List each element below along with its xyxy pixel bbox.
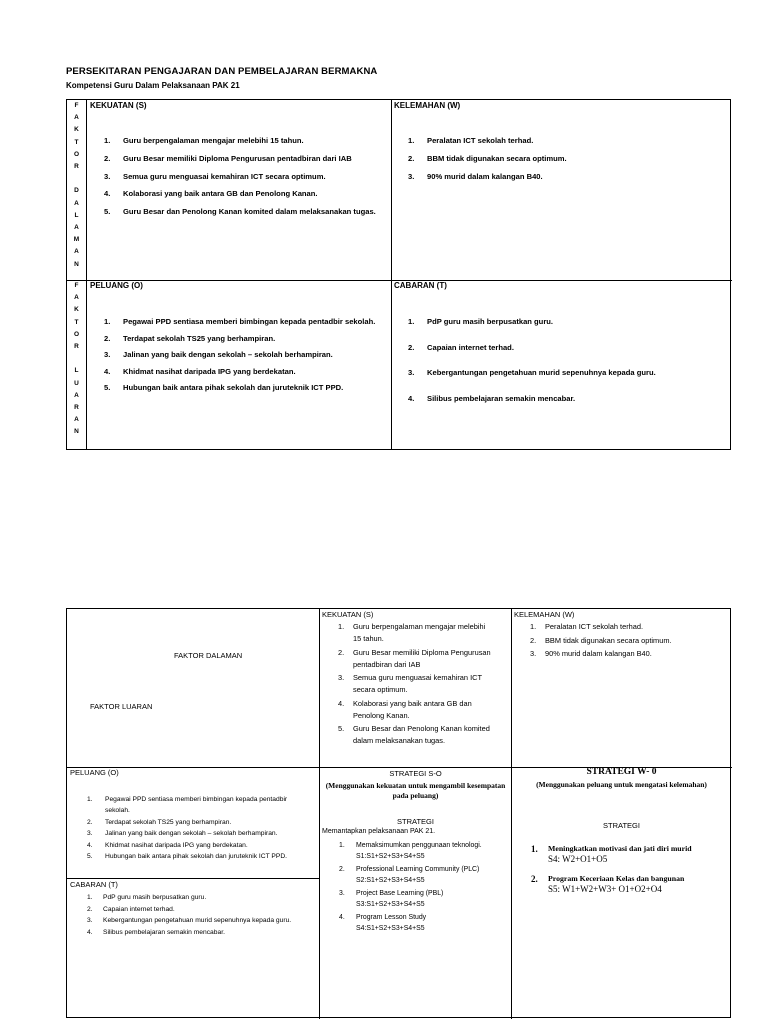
vertical-letter: R — [74, 343, 79, 350]
faktor-luaran-label: FAKTOR LUARAN — [90, 702, 153, 711]
strategy-code: S2:S1+S2+S3+S4+S5 — [356, 877, 425, 884]
list-item: BBM tidak digunakan secara optimum. — [427, 153, 567, 163]
list-number: 1. — [531, 844, 538, 854]
vertical-letter: N — [74, 260, 79, 268]
strategy-text: Professional Learning Community (PLC) — [356, 866, 480, 873]
strategy-text: Program Lesson Study — [356, 914, 427, 921]
strategy-text: Project Base Learning (PBL) — [356, 890, 444, 897]
strengths-list — [319, 621, 493, 749]
threats-list — [67, 892, 303, 938]
strategy-text: Program Keceriaan Kelas dan bangunan — [548, 874, 685, 883]
strategy-so-list — [319, 840, 516, 936]
threats-header: CABARAN (T) — [70, 880, 118, 889]
strategy-wo-cell — [511, 767, 732, 1019]
list-item: Kebergantungan pengetahuan murid sepenuhnya kepada guru. — [427, 368, 656, 377]
list-item: Silibus pembelajaran semakin mencabar. — [427, 393, 576, 403]
list-item: Kebergantungan pengetahuan murid sepenuhnya kepada guru. — [103, 917, 292, 924]
vertical-letter: F — [74, 282, 79, 289]
opportunities-list — [67, 794, 305, 863]
strengths-cell — [87, 100, 392, 281]
list-item: Kolaborasi yang baik antara GB dan Penolong Kanan. — [123, 189, 318, 199]
vertical-letter: N — [74, 428, 79, 436]
vertical-letter: O — [73, 150, 80, 158]
opportunities-cell — [87, 280, 392, 450]
strategy-code: S4:S1+S2+S3+S4+S5 — [356, 925, 425, 932]
weaknesses-cell — [391, 100, 732, 281]
vertical-letter: A — [74, 416, 79, 424]
list-item: Hubungan baik antara pihak sekolah dan juruteknik ICT PPD. — [123, 383, 344, 393]
vertical-letter: A — [74, 114, 79, 122]
vertical-letter: M — [73, 236, 80, 244]
list-item: Peralatan ICT sekolah terhad. — [545, 622, 644, 631]
threats-header: CABARAN (T) — [394, 281, 447, 290]
strategy-wo-list — [531, 844, 726, 904]
document-subtitle: Kompetensi Guru Dalam Pelaksanaan PAK 21 — [66, 81, 240, 90]
tows-matrix-table — [66, 608, 731, 1018]
strengths-cell — [319, 609, 512, 768]
list-item: Jalinan yang baik dengan sekolah – sekolah berhampiran. — [105, 830, 278, 837]
vertical-letter: D — [74, 187, 79, 195]
factor-labels-cell — [67, 609, 320, 768]
vertical-letter: K — [74, 306, 79, 314]
list-item: Khidmat nasihat daripada IPG yang berdekatan. — [123, 366, 296, 376]
list-item: Guru Besar dan Penolong Kanan komited dalam melaksanakan tugas. — [353, 724, 490, 745]
vertical-letter: F — [74, 102, 79, 109]
list-item: Guru berpengalaman mengajar melebihi 15 tahun. — [353, 622, 486, 643]
faktor-dalaman-vertical-label — [67, 100, 87, 281]
list-item — [356, 888, 516, 910]
vertical-letter: R — [74, 404, 79, 411]
list-item: Guru berpengalaman mengajar melebihi 15 tahun. — [123, 136, 304, 145]
strategy-code: S5: W1+W2+W3+ O1+O2+O4 — [548, 884, 662, 894]
strategy-so-title: STRATEGI S-O — [389, 769, 442, 778]
strengths-list — [87, 136, 376, 225]
list-item — [356, 864, 516, 886]
list-item: Semua guru menguasai kemahiran ICT secara optimum. — [123, 171, 326, 181]
list-item: 90% murid dalam kalangan B40. — [545, 649, 652, 658]
list-item: 90% murid dalam kalangan B40. — [427, 171, 543, 181]
weaknesses-list — [511, 621, 720, 662]
weaknesses-cell — [511, 609, 732, 768]
strengths-header: KEKUATAN (S) — [90, 101, 147, 110]
list-item: PdP guru masih berpusatkan guru. — [427, 317, 554, 326]
list-item — [356, 840, 516, 862]
opportunities-header: PELUANG (O) — [90, 281, 143, 290]
external-factors-cell — [67, 767, 320, 1019]
list-item — [531, 844, 726, 864]
list-item: Hubungan baik antara pihak sekolah dan juruteknik ICT PPD. — [105, 853, 288, 860]
list-item: Guru Besar memiliki Diploma Pengurusan pentadbiran dari IAB — [353, 647, 491, 669]
weaknesses-header: KELEMAHAN (W) — [394, 101, 461, 110]
list-item: Guru Besar dan Penolong Kanan komited dalam melaksanakan tugas. — [123, 207, 376, 217]
strategy-text: Memaksimumkan penggunaan teknologi. — [356, 842, 482, 849]
vertical-letter: A — [74, 294, 79, 302]
list-item: Silibus pembelajaran semakin mencabar. — [103, 928, 225, 936]
opportunities-list — [87, 317, 375, 400]
list-item: Terdapat sekolah TS25 yang berhampiran. — [123, 333, 276, 343]
faktor-dalaman-label: FAKTOR DALAMAN — [174, 651, 243, 660]
strategy-wo-label: STRATEGI — [603, 821, 640, 830]
vertical-letter: O — [73, 330, 80, 338]
vertical-letter: U — [74, 379, 79, 387]
list-item: Jalinan yang baik dengan sekolah – sekolah berhampiran. — [123, 350, 333, 360]
weaknesses-list — [391, 136, 567, 189]
strategy-code: S4: W2+O1+O5 — [548, 854, 608, 864]
vertical-letter: A — [74, 224, 79, 231]
list-item — [356, 912, 516, 934]
weaknesses-header: KELEMAHAN (W) — [514, 610, 575, 619]
strengths-header: KEKUATAN (S) — [322, 610, 374, 619]
strategy-code: S3:S1+S2+S3+S4+S5 — [356, 901, 425, 908]
vertical-letter: K — [74, 126, 79, 134]
vertical-letter: R — [74, 163, 79, 170]
list-item — [531, 874, 726, 894]
document-title: PERSEKITARAN PENGAJARAN DAN PEMBELAJARAN BERMAKNA — [66, 66, 378, 77]
list-item: PdP guru masih berpusatkan guru. — [103, 894, 207, 901]
strategy-wo-subtitle: (Menggunakan peluang untuk mengatasi kelemahan) — [536, 780, 707, 789]
list-item: Pegawai PPD sentiasa memberi bimbingan kepada pentadbir sekolah. — [105, 796, 288, 814]
strategy-text: Meningkatkan motivasi dan jati diri murid — [548, 844, 692, 853]
list-item: Kolaborasi yang baik antara GB dan Penolong Kanan. — [353, 698, 472, 720]
strategy-code: S1:S1+S2+S3+S4+S5 — [356, 853, 425, 860]
vertical-letter: A — [74, 391, 79, 399]
list-item: Pegawai PPD sentiasa memberi bimbingan kepada pentadbir sekolah. — [123, 317, 376, 326]
vertical-letter: A — [74, 248, 79, 256]
list-item: Guru Besar memiliki Diploma Pengurusan pentadbiran dari IAB — [123, 153, 352, 163]
strategy-so-note: Memantapkan pelaksanaan PAK 21. — [322, 828, 436, 835]
strategy-so-cell — [319, 767, 512, 1019]
list-number: 2. — [531, 874, 538, 884]
threats-list — [391, 317, 656, 419]
threats-block — [67, 878, 320, 1020]
vertical-letter: A — [74, 199, 79, 207]
list-item: BBM tidak digunakan secara optimum. — [545, 635, 672, 645]
vertical-letter: L — [74, 211, 79, 219]
faktor-luaran-vertical-label — [67, 280, 87, 450]
swot-table — [66, 99, 731, 450]
vertical-letter: T — [74, 318, 79, 326]
strategy-wo-title: STRATEGI W- 0 — [586, 767, 657, 777]
list-item: Capaian internet terhad. — [103, 905, 175, 913]
opportunities-header: PELUANG (O) — [70, 768, 119, 777]
list-item: Khidmat nasihat daripada IPG yang berdekatan. — [105, 841, 248, 849]
list-item: Capaian internet terhad. — [427, 342, 514, 352]
strategy-so-label: STRATEGI — [397, 817, 434, 826]
threats-cell — [391, 280, 732, 450]
list-item: Peralatan ICT sekolah terhad. — [427, 136, 534, 145]
list-item: Terdapat sekolah TS25 yang berhampiran. — [105, 818, 232, 826]
strategy-so-subtitle: (Menggunakan kekuatan untuk mengambil kesempatan pada peluang) — [325, 781, 506, 800]
vertical-letter: T — [74, 138, 79, 146]
vertical-letter: L — [74, 367, 79, 375]
list-item: Semua guru menguasai kemahiran ICT secara optimum. — [353, 673, 482, 694]
